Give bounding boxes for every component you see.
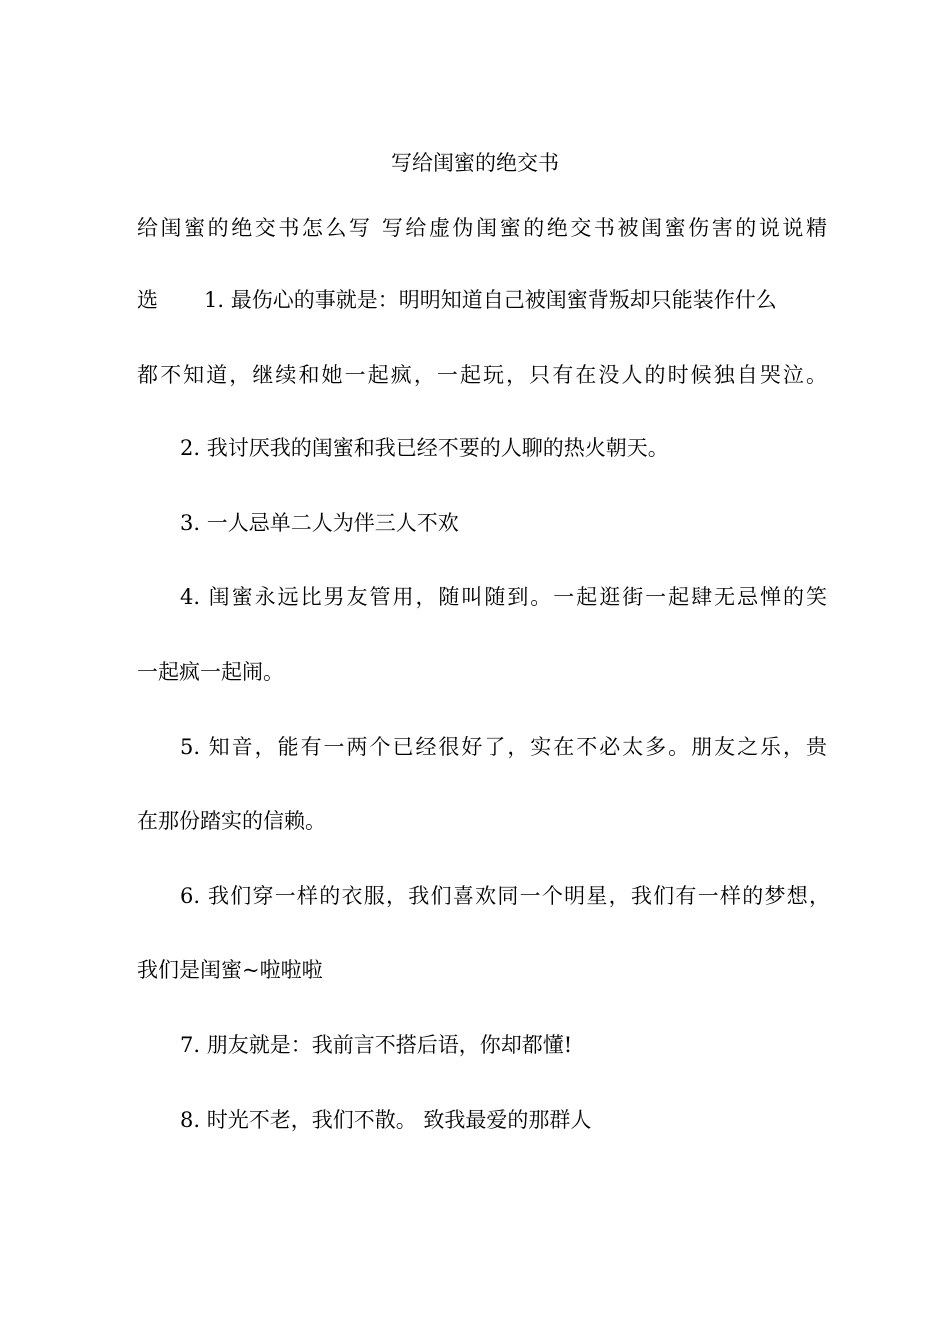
list-item: 8. 时光不老，我们不散。 致我最爱的那群人: [180, 1108, 592, 1132]
paragraph-line-fragment: 1. 最伤心的事就是：明明知道自己被闺蜜背叛却只能装作什么: [204, 288, 777, 312]
paragraph-line: 一起疯一起闹。: [137, 660, 284, 684]
list-item: 2. 我讨厌我的闺蜜和我已经不要的人聊的热火朝天。: [180, 436, 669, 460]
paragraph-line: 在那份踏实的信赖。: [137, 809, 326, 833]
paragraph-line: 我们是闺蜜~啦啦啦: [137, 958, 323, 982]
paragraph-line: 都不知道，继续和她一起疯，一起玩，只有在没人的时候独自哭泣。: [137, 363, 827, 387]
list-item: 7. 朋友就是：我前言不搭后语，你却都懂!: [180, 1033, 573, 1057]
paragraph-line-fragment: 选: [137, 288, 158, 312]
paragraph-line: 给闺蜜的绝交书怎么写 写给虚伪闺蜜的绝交书被闺蜜伤害的说说精: [137, 216, 827, 240]
paragraph-line: [137, 285, 837, 315]
document-title: 写给闺蜜的绝交书: [391, 151, 559, 175]
list-item: 6. 我们穿一样的衣服，我们喜欢同一个明星，我们有一样的梦想，: [180, 884, 830, 908]
list-item: 5. 知音，能有一两个已经很好了，实在不必太多。朋友之乐，贵: [180, 735, 827, 759]
list-item: 3. 一人忌单二人为伴三人不欢: [180, 511, 459, 535]
list-item: 4. 闺蜜永远比男友管用，随叫随到。一起逛街一起肆无忌惮的笑: [180, 585, 827, 609]
